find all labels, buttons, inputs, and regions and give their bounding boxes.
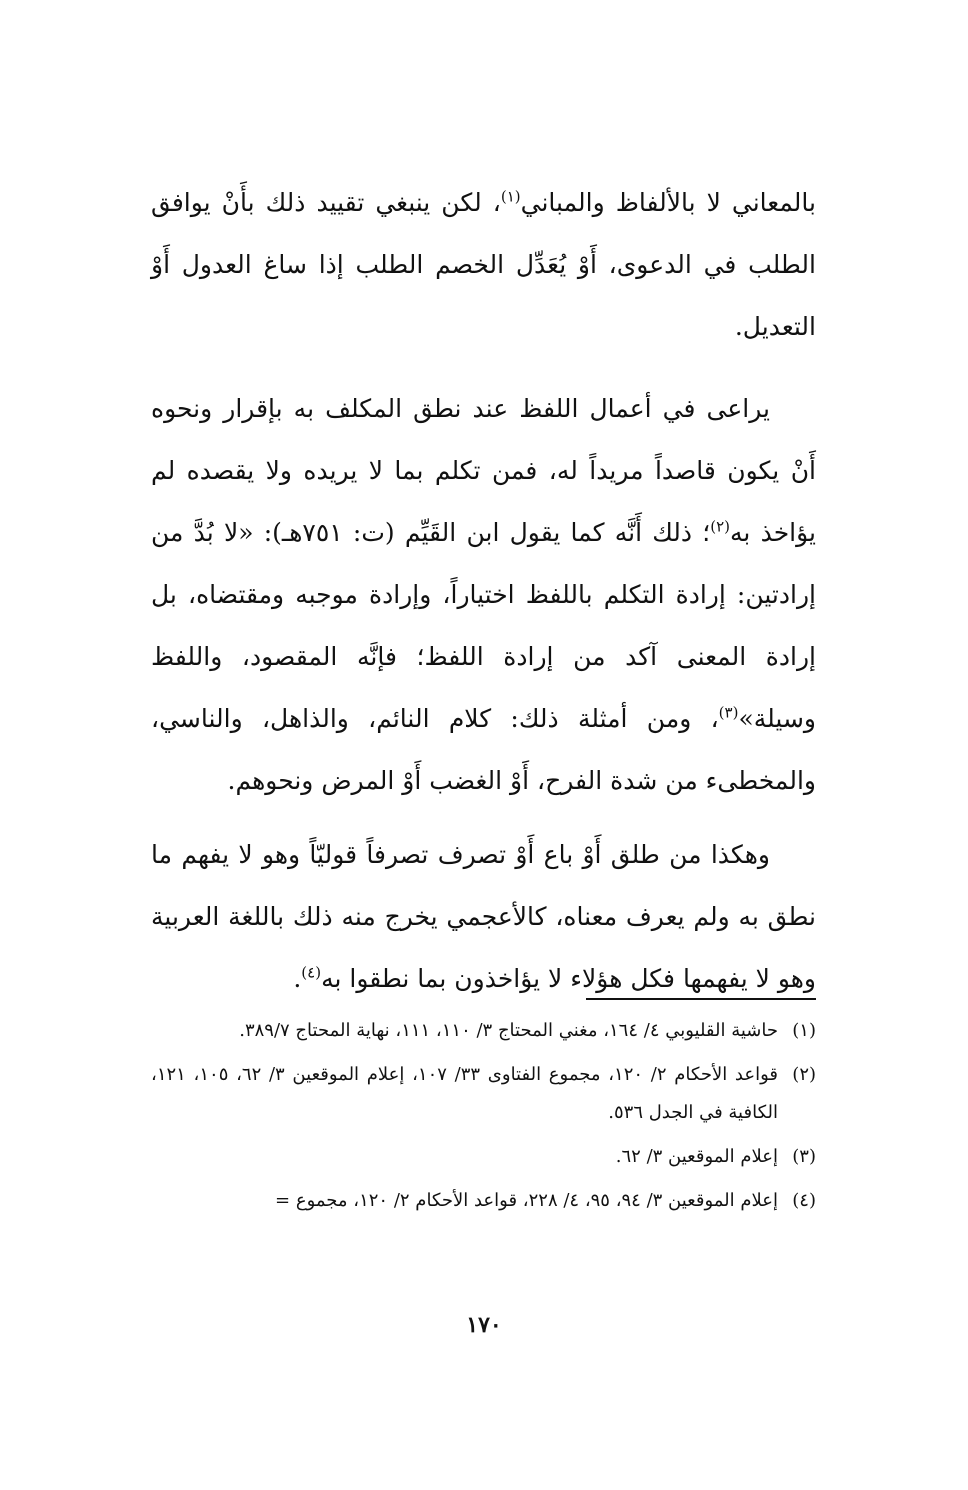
paragraph-3: [151, 824, 816, 1010]
footnote-1: [151, 1012, 816, 1050]
footnote-ref-2[interactable]: (٢): [710, 517, 731, 536]
footnote-number: (٣): [792, 1146, 816, 1167]
paragraph-3-text-b: .: [293, 964, 302, 993]
paragraph-3-text-a: وهكذا من طلق أَوْ باع أَوْ تصرف تصرفاً قوليّاً وهو لا يفهم ما نطق به ولم يعرف معناه، كالأعجمي يخرج منه ذلك باللغة العربية وهو لا يفهمها فكل هؤلاء لا يؤاخذون بما نطقوا به: [151, 840, 816, 993]
footnote-number: (١): [792, 1020, 816, 1041]
paragraph-2-text-a: يراعى في أعمال اللفظ عند نطق المكلف به بإقرار ونحوه أَنْ يكون قاصداً مريداً له، فمن تكلم بما لا يريده ولا يقصده لم يؤاخذ به: [151, 394, 816, 547]
footnote-2: [151, 1056, 816, 1132]
main-text: [151, 172, 816, 1010]
footnote-text: حاشية القليوبي ٤/ ١٦٤، مغني المحتاج ٣/ ١١٠، ١١١، نهاية المحتاج ٣٨٩/٧.: [239, 1020, 778, 1041]
footnote-text: إعلام الموقعين ٣/ ٦٢.: [615, 1146, 778, 1167]
paragraph-1-text-b: ، لكن ينبغي تقييد ذلك بأَنْ يوافق الطلب في الدعوى، أَوْ يُعَدِّل الخصم الطلب إذا ساغ العدول أَوْ التعديل.: [151, 188, 816, 341]
footnote-ref-1[interactable]: (١): [500, 187, 521, 206]
paragraph-2-text-c: ، ومن أمثلة ذلك: كلام النائم، والذاهل، والناسي، والمخطىء من شدة الفرح، أَوْ الغضب أَوْ المرض ونحوهم.: [151, 704, 816, 795]
footnote-4: [151, 1182, 816, 1220]
footnote-text: قواعد الأحكام ٢/ ١٢٠، مجموع الفتاوى ٣٣/ ١٠٧، إعلام الموقعين ٣/ ٦٢، ١٠٥، ١٢١، الكافية في الجدل ٥٣٦.: [151, 1064, 779, 1123]
footnote-number: (٤): [792, 1190, 816, 1211]
page-number: ١٧٠: [466, 1312, 502, 1338]
footnote-text: إعلام الموقعين ٣/ ٩٤، ٩٥، ٤/ ٢٢٨، قواعد الأحكام ٢/ ١٢٠، مجموع =: [275, 1190, 778, 1211]
paragraph-2-text-b: ؛ ذلك أَنَّه كما يقول ابن القَيِّم (ت: ٧٥١هـ): «لا بُدَّ من إرادتين: إرادة التكلم باللفظ اختياراً، وإرادة موجبه ومقتضاه، بل إرادة المعنى آكد من إرادة اللفظ؛ فإنَّه المقصود، واللفظ وسيلة»: [151, 518, 816, 733]
paragraph-2: [151, 378, 816, 812]
footnote-divider: [586, 998, 816, 1000]
paragraph-1: [151, 172, 816, 358]
footnote-number: (٢): [792, 1064, 817, 1085]
footnote-ref-4[interactable]: (٤): [301, 963, 322, 982]
footnote-3: [151, 1138, 816, 1176]
footnote-ref-3[interactable]: (٣): [718, 703, 739, 722]
footnotes: [151, 1012, 816, 1226]
paragraph-1-text-a: بالمعاني لا بالألفاظ والمباني: [520, 188, 816, 217]
